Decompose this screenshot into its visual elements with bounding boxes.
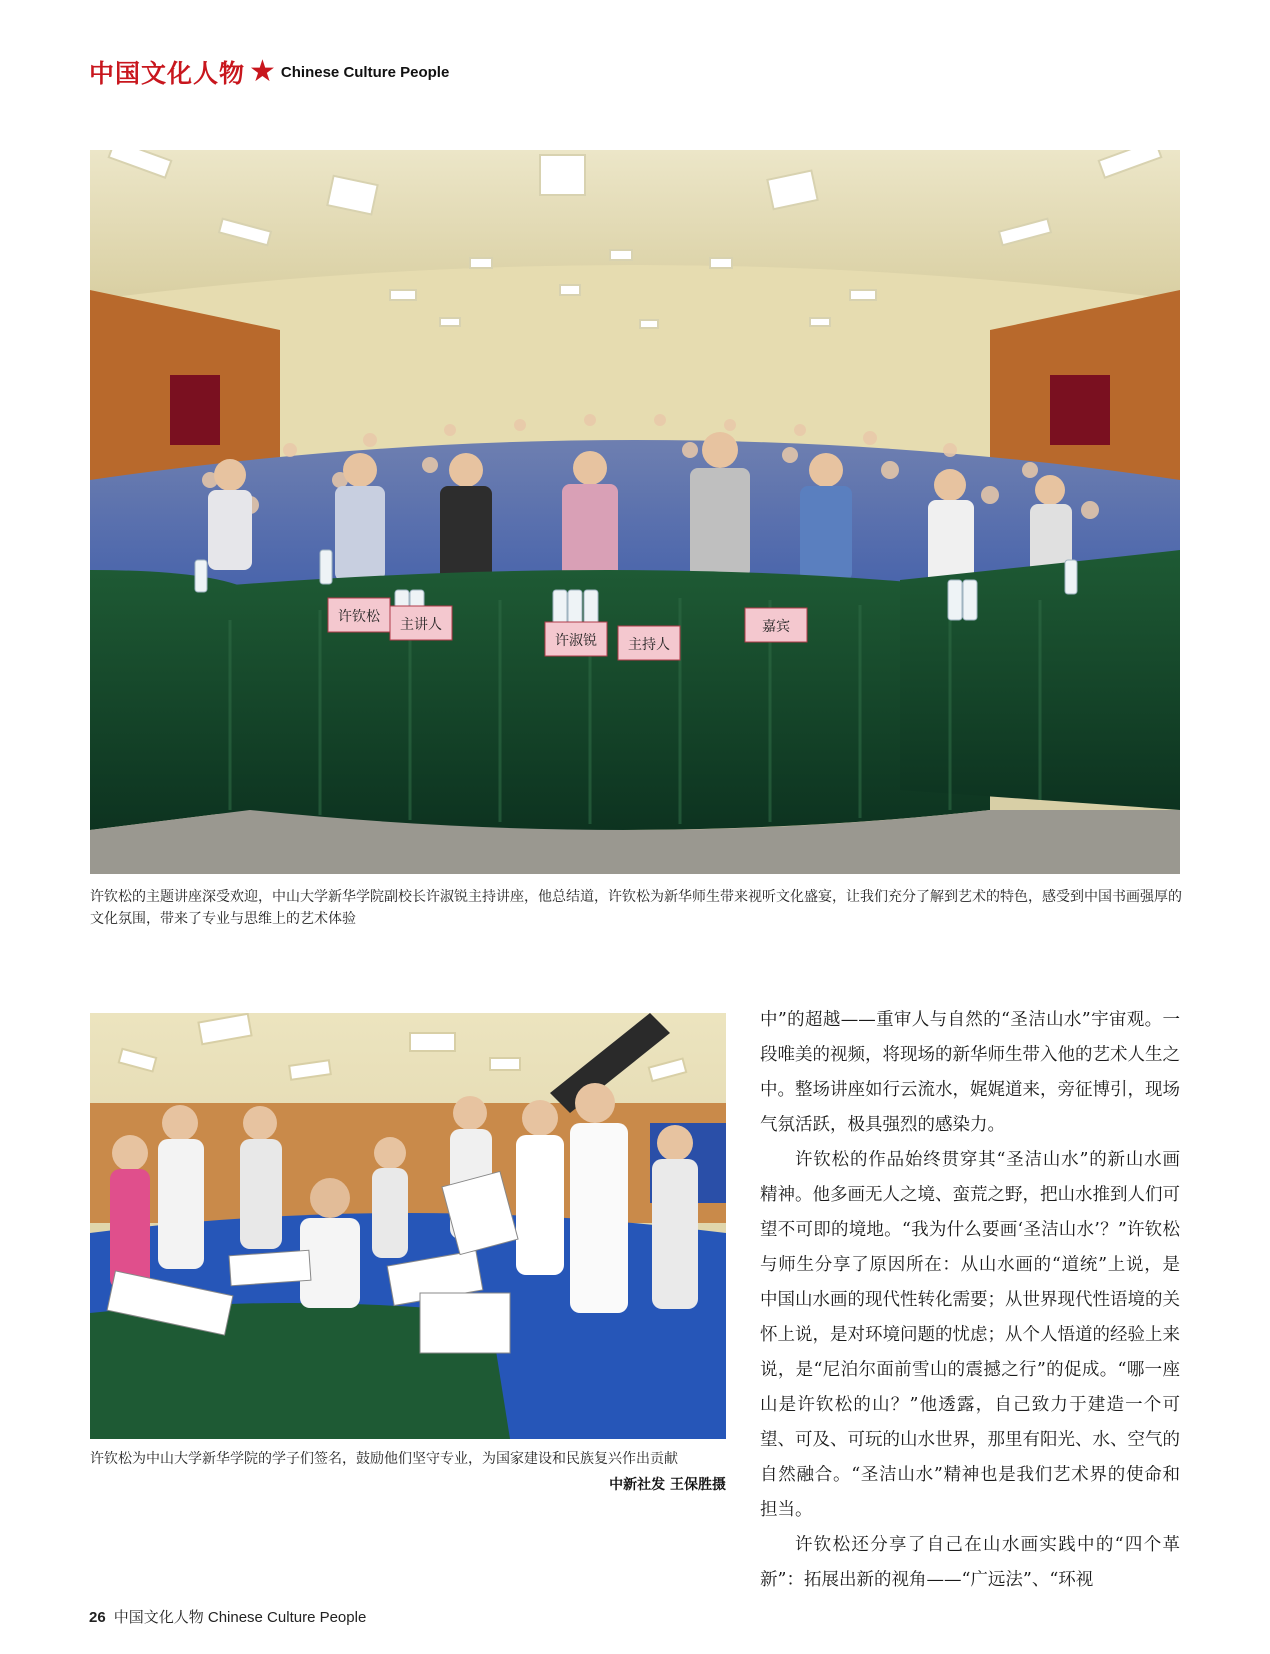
page-header: [89, 52, 449, 92]
body-paragraph: 许钦松还分享了自己在山水画实践中的“四个革新”：拓展出新的视角——“广远法”、“环视: [760, 1535, 1180, 1590]
name-card-label: 嘉宾: [762, 619, 790, 635]
body-paragraph: 许钦松的作品始终贯穿其“圣洁山水”的新山水画精神。他多画无人之境、蛮荒之野，把山水推到人们可望不可即的境地。“我为什么要画‘圣洁山水’？”许钦松与师生分享了原因所在：从山水画的“道统”上说，是中国山水画的现代性转化需要；从世界现代性语境的关怀上说，是对环境问题的忧虑；从个人悟道的经验上来说，是“尼泊尔面前雪山的震撼之行”的促成。“哪一座山是许钦松的山？”他透露，自己致力于建造一个可望、可及、可玩的山水世界，那里有阳光、水、空气的自然融合。“圣洁山水”精神也是我们艺术界的使命和担当。: [760, 1150, 1180, 1520]
photo2-caption: 许钦松为中山大学新华学院的学子们签名，鼓励他们坚守专业，为国家建设和民族复兴作出贡献: [90, 1451, 678, 1467]
signing-illustration: [90, 1013, 726, 1439]
page-footer: [89, 1606, 366, 1627]
star-icon: ★: [249, 54, 276, 89]
signing-photo: [90, 1013, 726, 1439]
footer-title: 中国文化人物 Chinese Culture People: [113, 1609, 367, 1626]
magazine-brand-en: Chinese Culture People: [280, 63, 450, 81]
name-card-label: 主持人: [628, 637, 670, 653]
magazine-brand-cn: 中国文化人物: [89, 59, 246, 88]
photo1-caption: 许钦松的主题讲座深受欢迎，中山大学新华学院副校长许淑锐主持讲座，他总结道，许钦松为新华师生带来视听文化盛宴，让我们充分了解到艺术的特色，感受到中国书画强厚的文化氛围，带来了专业与思维上的艺术体验: [90, 889, 1182, 927]
name-card-label: 许淑锐: [555, 633, 597, 649]
lecture-hall-illustration: [90, 150, 1180, 874]
photo-credit: 中新社发 王保胜摄: [609, 1477, 726, 1493]
name-card-label: 许钦松: [338, 609, 380, 625]
page-number: 26: [89, 1609, 106, 1626]
body-paragraph: 中”的超越——重审人与自然的“圣洁山水”宇宙观。一段唯美的视频，将现场的新华师生带入他的艺术人生之中。整场讲座如行云流水，娓娓道来，旁征博引，现场气氛活跃，极具强烈的感染力。: [760, 1010, 1180, 1135]
lecture-hall-photo: [90, 150, 1180, 874]
name-card-label: 主讲人: [400, 617, 442, 633]
article-body: [760, 1003, 1180, 1598]
